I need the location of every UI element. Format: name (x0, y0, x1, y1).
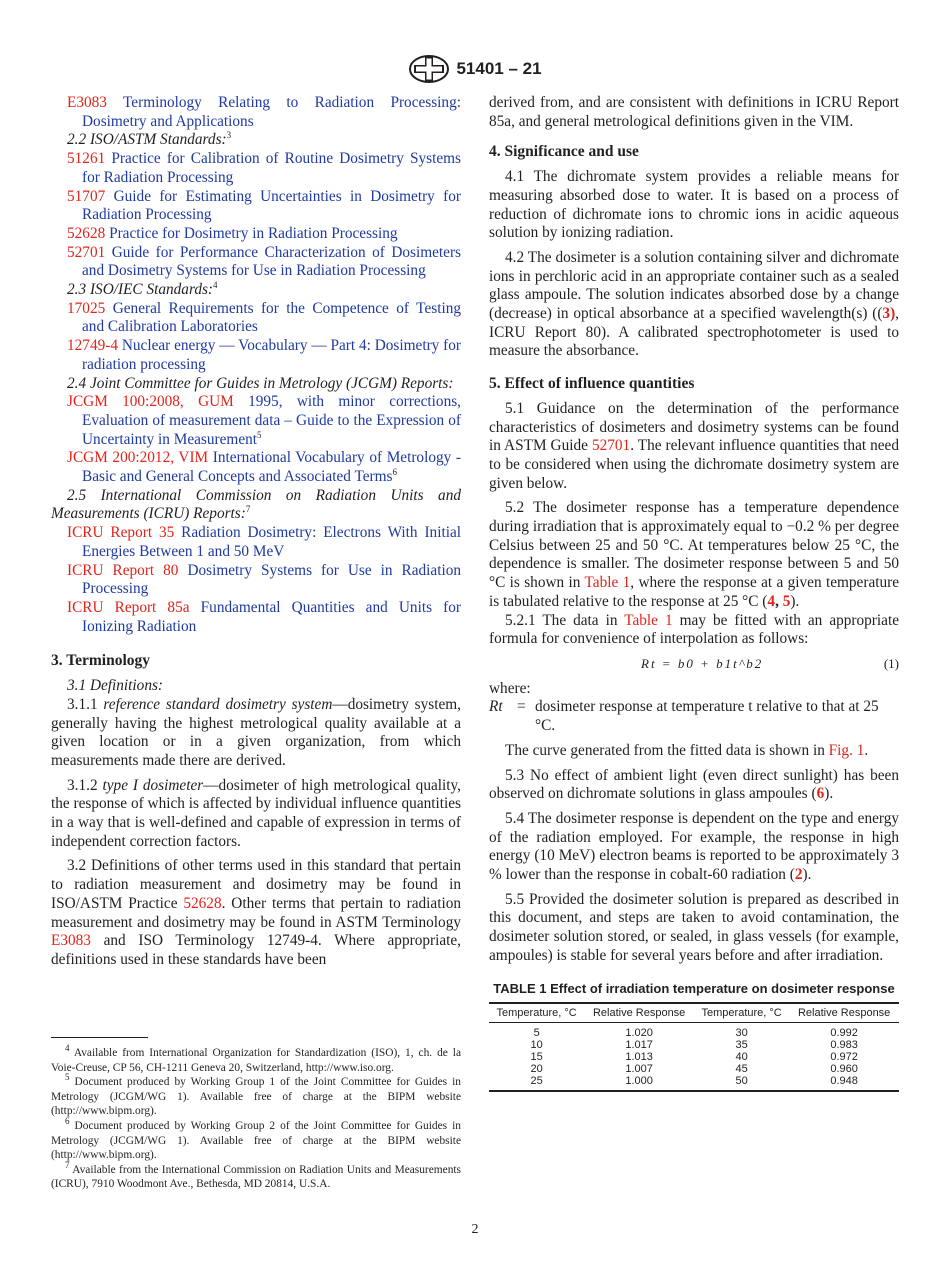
text: 5.3 No effect of ambient light (even direct sunlight) has been observed on dichromate solutions in glass ampoules ( (489, 766, 899, 803)
paragraph-5-1 (489, 400, 899, 494)
definition: —dosimeter of high metrological quality, the response of which is affected by individual influence quantities in a way that is well-defined and capable of expression in terms of independent correction factors. (51, 776, 461, 850)
paragraph-3-1-2 (51, 777, 461, 852)
equation-number: (1) (883, 655, 899, 671)
section-2-2-text: 2.2 ISO/ASTM Standards: (67, 131, 227, 149)
table-cell: 1.007 (625, 1063, 653, 1076)
ref-jcgm-100 (51, 393, 461, 449)
table-row (489, 1051, 899, 1063)
ref-52701 (51, 244, 461, 281)
footnote-text: Document produced by Working Group 2 of the Joint Committee for Guides in Metrology (JCGM/WG 1). Available free of charge at the BIPM website (http://www.bipm.org). (51, 1119, 461, 1162)
ref-code[interactable]: ICRU Report 35 (67, 524, 175, 542)
para-num: 3.1.1 (67, 695, 98, 713)
footnote-text: Available from International Organization for Standardization (ISO), 1, ch. de la Voie-Creuse, CP 56, CH-1211 Geneva 20, Switzerland, http://www.iso.org. (51, 1047, 462, 1074)
text: ). (824, 785, 834, 803)
table-1-title: TABLE 1 Effect of irradiation temperature on dosimeter response (493, 980, 895, 996)
section-4-heading: 4. Significance and use (489, 143, 639, 161)
section-2-4-text: 2.4 Joint Committee for Guides in Metrology (JCGM) Reports: (67, 374, 454, 392)
ref-title[interactable]: 1995, with minor corrections, Evaluation of measurement data – Guide to the Expression of Uncertainty in Measurement (82, 393, 461, 448)
footnote-text: Available from the International Commission on Radiation Units and Measurements (ICRU), 7910 Woodmont Ave., Bethesda, MD 20814, U.S.A. (51, 1163, 461, 1191)
ref-2-link[interactable]: 2 (794, 866, 803, 884)
link-52628[interactable]: 52628 (183, 894, 222, 912)
table-cell: 0.960 (830, 1063, 858, 1076)
para-num: 3.1.2 (67, 776, 98, 794)
column-header: Temperature, °C (694, 1003, 789, 1023)
paragraph-curve (489, 742, 899, 761)
table-cell: 10 (530, 1039, 543, 1052)
ref-code[interactable]: JCGM 200:2012, VIM (67, 449, 209, 467)
paragraph-5-2-1 (489, 612, 899, 649)
section-3-heading: 3. Terminology (51, 652, 151, 670)
ref-e3083 (51, 94, 461, 131)
footnote-divider (51, 1037, 148, 1038)
column-header: Relative Response (789, 1003, 899, 1023)
ref-3-link[interactable]: 3) (882, 305, 896, 323)
text: 5.4 The dosimeter response is dependent on the type and energy of the radiation employed. For example, the response in high energy (10 MeV) electron beams is reported to be approximately 3 % lower than the response in cobalt-60 radiation ( (489, 809, 899, 884)
table-cell: 5 (533, 1027, 540, 1040)
ref-code[interactable]: ICRU Report 80 (67, 561, 179, 579)
text: 5.2.1 The data in (505, 611, 625, 629)
table-cell: 15 (530, 1051, 543, 1064)
section-2-5-text: 2.5 International Commission on Radiation Units and Measurements (ICRU) Reports: (51, 486, 461, 523)
table-cell: 0.972 (830, 1051, 858, 1064)
paragraph-4-1: 4.1 The dichromate system provides a reliable means for measuring absorbed dose to water. It is based on a process of reduction of dichromate ions to chromic ions in acidic aqueous solution by ionizing radiation. (489, 168, 899, 242)
table-cell: 0.948 (789, 1075, 899, 1091)
ref-17025 (51, 300, 461, 337)
footnote-ref: 6 (392, 466, 397, 477)
text: may be fitted with an appropriate formula for convenience of interpolation as follows: (489, 611, 899, 648)
table-row (489, 1075, 899, 1091)
footnotes (51, 1043, 462, 1192)
footnote-ref: 3 (226, 130, 232, 141)
text: , (775, 592, 783, 610)
table-header-row (489, 1003, 899, 1023)
paragraph-5-3 (489, 767, 899, 804)
ref-code[interactable]: 12749-4 (67, 337, 118, 355)
ref-title[interactable]: Practice for Calibration of Routine Dosimetry Systems for Radiation Processing (82, 150, 461, 186)
table-cell: 45 (735, 1063, 748, 1076)
section-2-5 (51, 487, 461, 524)
ref-title[interactable]: International Vocabulary of Metrology - Basic and General Concepts and Associated Terms (82, 449, 461, 486)
where-definition (489, 698, 899, 735)
footnote-num: 6 (65, 1116, 70, 1127)
link-52701[interactable]: 52701 (591, 437, 631, 455)
table-row (489, 1063, 899, 1075)
ref-title[interactable]: Practice for Dosimetry in Radiation Processing (109, 224, 398, 242)
footnote-ref: 4 (213, 279, 218, 290)
text: and ISO Terminology 12749-4. Where appropriate, definitions used in these standards have been (51, 932, 461, 968)
text: ). (802, 866, 812, 884)
footnote-num: 4 (65, 1043, 70, 1054)
ref-icru-85a (51, 599, 461, 636)
ref-52628 (51, 225, 461, 244)
section-3-1-text: 3.1 Definitions: (67, 677, 164, 695)
page-number: 2 (471, 1222, 479, 1237)
column-header: Relative Response (584, 1003, 694, 1023)
ref-title[interactable]: Terminology Relating to Radiation Processing: Dosimetry and Applications (82, 94, 461, 130)
paragraph-5-5: 5.5 Provided the dosimeter solution is prepared as described in this document, and steps are taken to avoid contamination, the dosimeter solution stored, or sealed, in glass vessels (for example, ampoules) is stable for several years before and after irradiation. (489, 890, 899, 964)
text: 3.2 Definitions of other terms used in this standard that pertain to radiation measurement and dosimetry may be found in ISO/ASTM Practice (51, 857, 461, 912)
ref-title[interactable]: Nuclear energy — Vocabulary — Part 4: Dosimetry for radiation processing (82, 337, 461, 373)
left-column (51, 94, 461, 970)
table-cell: 0.992 (830, 1027, 858, 1040)
table-cell: 50 (694, 1075, 789, 1091)
table-cell: 20 (530, 1063, 543, 1076)
table-cell: 40 (735, 1051, 748, 1064)
page-header (0, 54, 950, 84)
footnote-5 (51, 1072, 461, 1119)
table-cell: 35 (735, 1039, 748, 1052)
paragraph-5-4 (489, 810, 899, 885)
text: . Other terms that pertain to radiation measurement and dosimetry may be found in ASTM Terminology (51, 894, 461, 931)
footnote-7 (51, 1159, 461, 1192)
text: , where the response at a given temperature is tabulated relative to the response at 25 °C ( (489, 574, 900, 610)
paragraph-3-2 (51, 857, 461, 969)
ref-code[interactable]: 52701 (67, 243, 106, 261)
ref-title[interactable]: General Requirements for the Competence of Testing and Calibration Laboratories (82, 299, 462, 336)
footnote-6 (51, 1116, 461, 1163)
section-2-3 (51, 281, 461, 300)
term: reference standard dosimetry system (103, 695, 333, 713)
table-cell: 0.983 (830, 1039, 858, 1052)
table-cell: 1.020 (625, 1027, 653, 1040)
table-cell: 30 (735, 1027, 748, 1040)
paragraph-4-2 (489, 249, 899, 361)
text: 5.2 The dosimeter response has a temperature dependence during irradiation that is approximately equal to −0.2 % per degree Celsius between 25 and 50 °C. At temperatures below 25 °C, the dependence is smaller. The dosimeter response between 5 and 50 °C is shown in (489, 499, 899, 592)
ref-5-link[interactable]: 5 (782, 592, 791, 610)
paragraph-3-1-1 (51, 696, 461, 771)
text: 5.1 Guidance on the determination of the performance characteristics of dosimeters and dosimetry systems can be found in ASTM Guide (489, 399, 899, 455)
ref-title[interactable]: Guide for Performance Characterization of Dosimeters and Dosimetry Systems for Use in Radiation Processing (82, 243, 461, 280)
table-row (489, 1039, 899, 1051)
footnote-ref: 5 (257, 429, 262, 440)
ref-6-link[interactable]: 6 (816, 785, 825, 803)
ref-jcgm-200 (51, 449, 461, 486)
equation-1 (489, 655, 899, 674)
footnote-ref: 7 (245, 504, 251, 515)
ref-51707 (51, 188, 461, 225)
astm-logo-icon (408, 54, 450, 84)
equation-formula: Rt = b0 + b1t^b2 (641, 655, 764, 671)
where-symbol: Rt (489, 698, 503, 716)
ref-title[interactable]: Guide for Estimating Uncertainties in Dosimetry for Radiation Processing (82, 187, 461, 224)
text: . The relevant influence quantities that need to be considered when using the dichromate dosimetry system are given below. (489, 437, 899, 492)
column-header: Temperature, °C (489, 1003, 584, 1023)
footnote-num: 7 (65, 1159, 70, 1170)
table-1 (489, 1002, 899, 1092)
where-text: dosimeter response at temperature t relative to that at 25 °C. (535, 698, 879, 735)
ref-4-link[interactable]: 4 (767, 592, 776, 610)
ref-title[interactable]: Fundamental Quantities and Units for Ionizing Radiation (82, 598, 461, 635)
footnote-text: Document produced by Working Group 1 of the Joint Committee for Guides in Metrology (JCGM/WG 1). Available free of charge at the BIPM website (http://www.bipm.org). (51, 1076, 461, 1118)
text: 4.2 The dosimeter is a solution containing silver and dichromate ions in perchloric acid in an appropriate container such as a sealed glass ampoule. The solution indicates absorbed dose by a change (decrease) in optical absorbance at a specified wavelength(s) (( (489, 248, 899, 323)
ref-12749-4 (51, 337, 461, 374)
ref-code[interactable]: JCGM 100:2008, GUM (67, 393, 234, 411)
ref-code[interactable]: 52628 (67, 224, 106, 242)
table-row (489, 1023, 899, 1040)
continuation-text: derived from, and are consistent with definitions in ICRU Report 85a, and general metrological definitions given in the VIM. (489, 94, 899, 130)
text: ). (790, 592, 800, 610)
section-2-3-text: 2.3 ISO/IEC Standards: (67, 281, 214, 299)
where-label: where: (489, 679, 531, 697)
right-column (489, 94, 899, 1092)
text: . (864, 741, 869, 759)
section-3-1 (51, 677, 461, 696)
link-table-1[interactable]: Table 1 (584, 574, 631, 592)
link-table-1[interactable]: Table 1 (624, 611, 673, 629)
footnote-num: 5 (65, 1072, 70, 1083)
ref-code[interactable]: 51707 (67, 187, 106, 205)
ref-code[interactable]: E3083 (67, 94, 107, 111)
term: type I dosimeter (102, 776, 204, 794)
text: The curve generated from the fitted data is shown in (505, 741, 829, 759)
section-2-4 (51, 375, 461, 394)
footnote-4 (51, 1043, 462, 1075)
ref-code[interactable]: ICRU Report 85a (67, 598, 190, 616)
paragraph-5-2 (489, 499, 899, 611)
ref-title[interactable]: Radiation Dosimetry: Electrons With Initial Energies Between 1 and 50 MeV (82, 524, 461, 560)
table-cell: 25 (489, 1075, 584, 1091)
table-cell: 1.000 (584, 1075, 694, 1091)
ref-code[interactable]: 51261 (67, 150, 106, 168)
link-e3083[interactable]: E3083 (51, 932, 91, 950)
definition: —dosimetry system, generally having the highest metrological quality available at a given location or in a given organization, from which measurements made there are derived. (51, 695, 461, 769)
table-cell: 1.013 (625, 1051, 653, 1064)
ref-icru-80 (51, 562, 461, 599)
section-5-heading: 5. Effect of influence quantities (489, 375, 695, 393)
section-2-2 (51, 131, 461, 150)
text: , ICRU Report 80). A calibrated spectrophotometer is used to measure the absorbance. (489, 305, 899, 360)
standard-number: 51401 – 21 (456, 59, 542, 78)
table-cell: 1.017 (625, 1039, 653, 1052)
where-equals: = (517, 698, 526, 716)
ref-51261 (51, 150, 461, 187)
ref-title[interactable]: Dosimetry Systems for Use in Radiation Processing (82, 561, 461, 598)
ref-icru-35 (51, 524, 461, 561)
link-fig-1[interactable]: Fig. 1 (828, 741, 865, 759)
ref-code[interactable]: 17025 (67, 299, 106, 317)
